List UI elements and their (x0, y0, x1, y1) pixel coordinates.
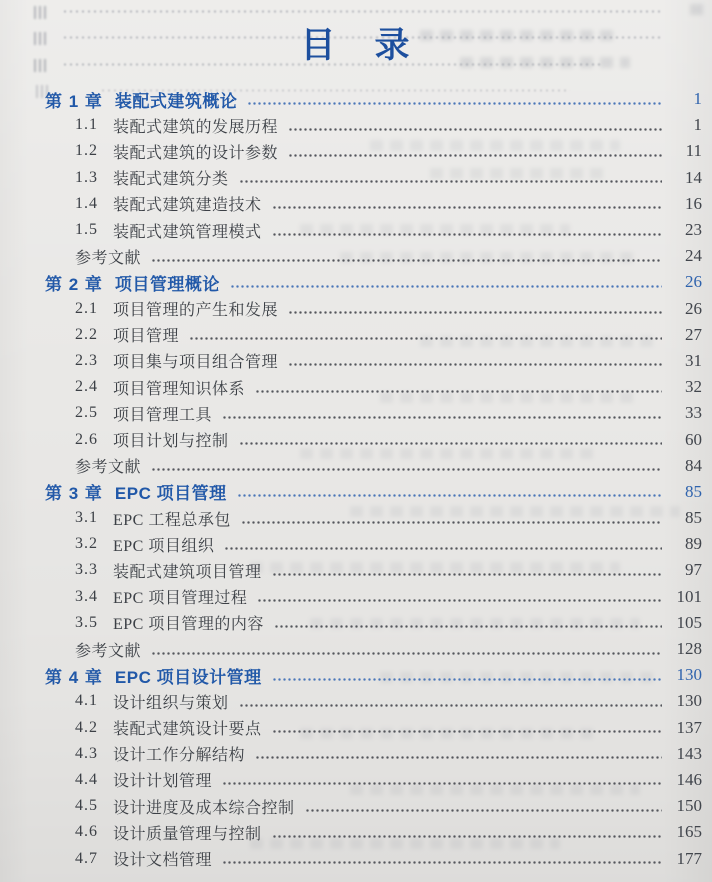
section-number: 4.7 (75, 849, 98, 867)
toc-item-entry[interactable] (45, 767, 702, 793)
toc-chapter-entry[interactable] (45, 662, 702, 688)
section-title: 设计工作分解结构 (113, 747, 246, 765)
chapter-page-number: 1 (693, 89, 702, 109)
toc-item-entry[interactable] (45, 531, 702, 557)
section-title: 项目管理的产生和发展 (113, 302, 279, 320)
section-page-number: 130 (676, 691, 702, 711)
dot-leader (255, 756, 662, 759)
dot-leader (151, 259, 662, 262)
section-number: 1.3 (75, 168, 98, 186)
toc-item-entry[interactable] (45, 845, 702, 871)
section-page-number: 89 (685, 534, 702, 554)
dot-leader (272, 573, 662, 576)
section-number: 2.2 (75, 325, 98, 343)
toc-item-entry[interactable] (45, 610, 702, 636)
dot-leader (237, 494, 662, 497)
section-title: 装配式建筑设计要点 (113, 721, 262, 739)
dot-leader (151, 652, 662, 655)
section-page-number: 101 (676, 586, 702, 606)
section-number: 3.3 (75, 561, 98, 579)
toc-item-entry[interactable] (45, 426, 702, 452)
toc-item-entry[interactable] (45, 374, 702, 400)
section-page-number: 177 (676, 848, 702, 868)
section-title: EPC 工程总承包 (113, 511, 231, 529)
chapter-number: 第 4 章 (45, 667, 103, 687)
chapter-page-number: 85 (685, 481, 702, 501)
section-page-number: 23 (685, 220, 702, 240)
bleed-through-line (62, 10, 662, 13)
section-title: 参考文献 (75, 249, 142, 267)
section-page-number: 105 (676, 612, 702, 632)
dot-leader (272, 730, 662, 733)
section-title: EPC 项目管理的内容 (113, 616, 264, 634)
toc-item-entry[interactable] (45, 217, 702, 243)
chapter-page-number: 130 (676, 665, 702, 685)
section-page-number: 128 (676, 639, 702, 659)
dot-leader (257, 599, 662, 602)
toc-item-entry[interactable] (45, 636, 702, 662)
section-title: EPC 项目管理过程 (113, 590, 248, 608)
section-number: 4.1 (75, 692, 98, 710)
section-page-number: 84 (685, 455, 702, 475)
toc-item-entry[interactable] (45, 191, 702, 217)
dot-leader (272, 206, 662, 209)
section-number: 4.5 (75, 797, 98, 815)
bleed-through-text (690, 4, 710, 15)
section-page-number: 146 (676, 769, 702, 789)
section-title: 设计文档管理 (113, 852, 213, 870)
section-number: 2.1 (75, 299, 98, 317)
toc-item-entry[interactable] (45, 322, 702, 348)
toc-item-entry[interactable] (45, 557, 702, 583)
section-number: 4.6 (75, 823, 98, 841)
section-page-number: 33 (685, 403, 702, 423)
dot-leader (274, 625, 662, 628)
dot-leader (247, 102, 662, 105)
section-title: 装配式建筑项目管理 (113, 563, 262, 581)
section-page-number: 27 (685, 324, 702, 344)
dot-leader (222, 416, 662, 419)
section-number: 4.3 (75, 744, 98, 762)
section-title: 装配式建筑的发展历程 (113, 118, 279, 136)
section-page-number: 85 (685, 508, 702, 528)
section-page-number: 137 (676, 717, 702, 737)
dot-leader (305, 809, 662, 812)
toc-item-entry[interactable] (45, 741, 702, 767)
chapter-number: 第 3 章 (45, 484, 103, 504)
section-title: 装配式建筑管理模式 (113, 223, 262, 241)
section-number: 2.6 (75, 430, 98, 448)
section-number: 4.2 (75, 718, 98, 736)
section-title: 参考文献 (75, 642, 142, 660)
section-title: 参考文献 (75, 459, 142, 477)
section-title: 装配式建筑分类 (113, 171, 229, 189)
toc-item-entry[interactable] (45, 243, 702, 269)
section-number: 1.4 (75, 194, 98, 212)
toc-item-entry[interactable] (45, 505, 702, 531)
section-title: 设计进度及成本综合控制 (113, 799, 295, 817)
toc-item-entry[interactable] (45, 793, 702, 819)
section-page-number: 165 (676, 822, 702, 842)
section-number: 4.4 (75, 770, 98, 788)
toc-item-entry[interactable] (45, 138, 702, 164)
toc-chapter-entry[interactable] (45, 86, 702, 112)
section-number: 1.5 (75, 221, 98, 239)
dot-leader (239, 180, 662, 183)
dot-leader (272, 678, 662, 681)
toc-item-entry[interactable] (45, 165, 702, 191)
dot-leader (239, 442, 662, 445)
dot-leader (222, 861, 662, 864)
toc-chapter-entry[interactable] (45, 269, 702, 295)
chapter-title: 项目管理概论 (114, 274, 220, 294)
section-page-number: 26 (685, 298, 702, 318)
toc-item-entry[interactable] (45, 584, 702, 610)
section-page-number: 97 (685, 560, 702, 580)
section-page-number: 32 (685, 377, 702, 397)
toc-item-entry[interactable] (45, 348, 702, 374)
section-title: 项目计划与控制 (113, 433, 229, 451)
page-title: 目 录 (300, 26, 412, 65)
section-number: 1.2 (75, 142, 98, 160)
section-title: 项目管理 (113, 328, 180, 346)
section-page-number: 1 (693, 115, 702, 135)
toc-item-entry[interactable] (45, 688, 702, 714)
chapter-title: EPC 项目设计管理 (114, 667, 262, 687)
toc-item-entry[interactable] (45, 112, 702, 138)
dot-leader (288, 128, 662, 131)
section-title: 装配式建筑建造技术 (113, 197, 262, 215)
chapter-number: 第 2 章 (45, 274, 103, 294)
section-page-number: 143 (676, 743, 702, 763)
dot-leader (288, 363, 662, 366)
toc-item-entry[interactable] (45, 715, 702, 741)
section-page-number: 31 (685, 350, 702, 370)
dot-leader (255, 390, 662, 393)
section-title: 项目管理知识体系 (113, 380, 246, 398)
toc-item-entry[interactable] (45, 819, 702, 845)
section-title: 装配式建筑的设计参数 (113, 144, 279, 162)
section-number: 2.4 (75, 378, 98, 396)
section-title: 项目集与项目组合管理 (113, 354, 279, 372)
toc-item-entry[interactable] (45, 400, 702, 426)
chapter-page-number: 26 (685, 272, 702, 292)
section-page-number: 16 (685, 193, 702, 213)
section-number: 3.4 (75, 587, 98, 605)
section-title: EPC 项目组织 (113, 537, 215, 555)
section-number: 2.3 (75, 351, 98, 369)
dot-leader (241, 521, 662, 524)
section-page-number: 150 (676, 796, 702, 816)
dot-leader (189, 337, 662, 340)
dot-leader (230, 285, 662, 288)
section-number: 3.5 (75, 613, 98, 631)
chapter-number: 第 1 章 (45, 91, 103, 111)
section-title: 设计计划管理 (113, 773, 213, 791)
toc-chapter-entry[interactable] (45, 479, 702, 505)
dot-leader (288, 154, 662, 157)
dot-leader (222, 782, 662, 785)
dot-leader (288, 311, 662, 314)
section-page-number: 60 (685, 429, 702, 449)
section-number: 3.2 (75, 535, 98, 553)
chapter-title: EPC 项目管理 (114, 484, 227, 504)
toc-list (45, 86, 702, 872)
dot-leader (224, 547, 662, 550)
section-title: 设计质量管理与控制 (113, 825, 262, 843)
section-page-number: 11 (685, 141, 702, 161)
chapter-title: 装配式建筑概论 (114, 91, 238, 111)
toc-item-entry[interactable] (45, 296, 702, 322)
section-title: 项目管理工具 (113, 406, 213, 424)
dot-leader (272, 835, 662, 838)
section-page-number: 24 (685, 246, 702, 266)
dot-leader (272, 233, 662, 236)
section-page-number: 14 (685, 167, 702, 187)
toc-item-entry[interactable] (45, 453, 702, 479)
section-number: 2.5 (75, 404, 98, 422)
dot-leader (239, 704, 662, 707)
section-number: 3.1 (75, 509, 98, 527)
section-title: 设计组织与策划 (113, 694, 229, 712)
dot-leader (151, 468, 662, 471)
section-number: 1.1 (75, 116, 98, 134)
